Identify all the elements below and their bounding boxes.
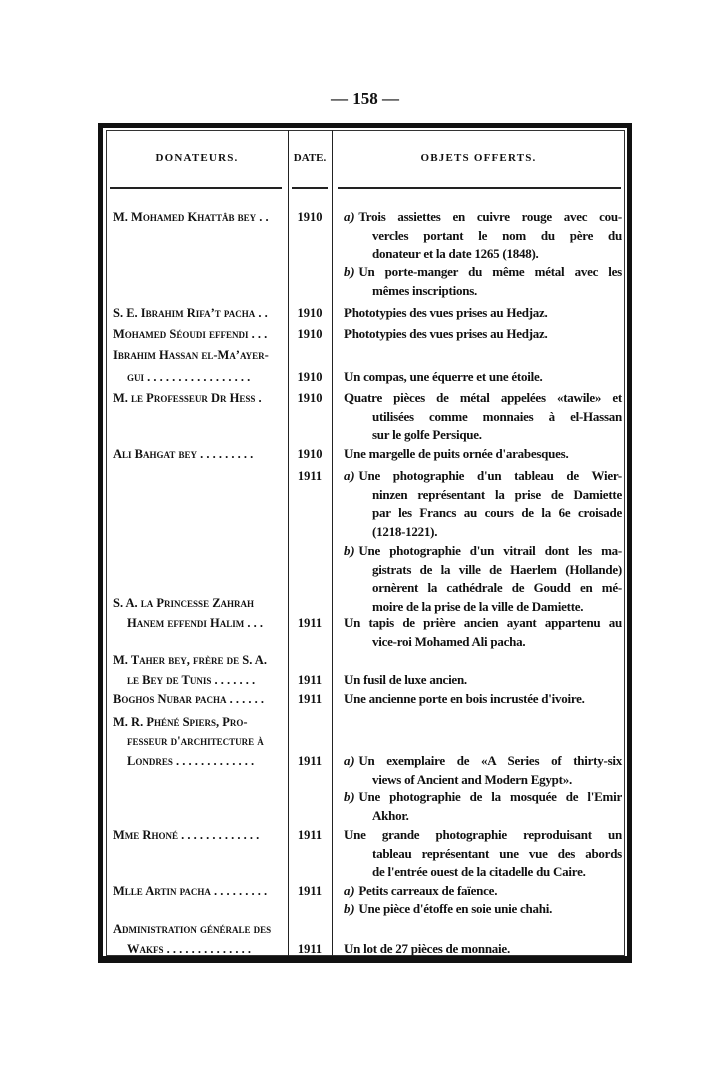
object-text: donateur et la date 1265 (1848). xyxy=(372,246,539,261)
object-text: ornèrent la cathédrale de Goudd en mé- xyxy=(372,580,622,595)
donor-name-line: Wakfs . . . . . . . . . . . . . . xyxy=(127,942,252,956)
item-label: a) xyxy=(344,883,355,898)
date-cell: 1910 xyxy=(297,306,323,320)
date-cell: 1910 xyxy=(297,391,323,405)
object-line xyxy=(344,445,622,464)
object-line xyxy=(344,671,622,690)
object-line xyxy=(344,208,622,227)
object-line xyxy=(344,245,622,264)
object-line xyxy=(344,900,622,919)
date-cell: 1910 xyxy=(297,327,323,341)
object-text: sur le golfe Persique. xyxy=(372,427,482,442)
object-line xyxy=(344,807,622,826)
donor-name-line: Ali Bahgat bey . . . . . . . . . xyxy=(113,447,254,461)
object-line xyxy=(344,227,622,246)
object-line xyxy=(344,633,622,652)
object-text: Un lot de 27 pièces de monnaie. xyxy=(344,941,510,956)
object-item xyxy=(344,325,622,344)
object-line xyxy=(344,845,622,864)
date-cell: 1911 xyxy=(297,673,323,687)
object-text: views of Ancient and Modern Egypt». xyxy=(372,771,572,787)
object-line xyxy=(344,940,622,959)
object-item xyxy=(344,690,622,709)
header-objets: OBJETS OFFERTS. xyxy=(420,152,537,164)
object-text: Une pièce d'étoffe en soie unie chahi. xyxy=(358,901,553,916)
object-line xyxy=(344,282,622,301)
page-number: — 158 — xyxy=(331,89,399,108)
donor-name-line: fesseur d'architecture à xyxy=(127,734,264,748)
object-text: Petits carreaux de faïence. xyxy=(358,883,498,898)
item-label: b) xyxy=(344,901,355,916)
donor-name-line: Hanem effendi Halim . . . xyxy=(127,616,263,630)
object-text: vice-roi Mohamed Ali pacha. xyxy=(372,633,526,649)
object-item xyxy=(344,368,622,387)
object-text: mêmes inscriptions. xyxy=(372,282,478,298)
object-line xyxy=(344,614,622,633)
object-line xyxy=(344,325,622,344)
object-line xyxy=(344,561,622,580)
object-text: gistrats de la ville de Haerlem (Hollande) xyxy=(372,561,622,577)
item-label: a) xyxy=(344,753,355,768)
object-item xyxy=(344,788,622,825)
header-rule xyxy=(292,187,328,189)
object-line xyxy=(344,523,622,542)
date-cell: 1911 xyxy=(297,469,323,483)
header-donateurs: DONATEURS. xyxy=(155,152,239,164)
donor-name-line: Mohamed Séoudi effendi . . . xyxy=(113,327,268,341)
object-item xyxy=(344,671,622,690)
object-text: par les Francs au cours de la 6e croisade xyxy=(372,505,622,520)
item-label: b) xyxy=(344,264,355,279)
object-item xyxy=(344,263,622,300)
donor-name-line: Mme Rhoné . . . . . . . . . . . . . xyxy=(113,828,260,842)
object-line xyxy=(344,752,622,771)
item-label: b) xyxy=(344,543,355,558)
object-line xyxy=(344,771,622,790)
object-text: Une photographie d'un tableau de Wier- xyxy=(358,468,622,483)
object-item xyxy=(344,389,622,445)
object-item xyxy=(344,208,622,264)
object-text: vercles portant le nom du père du xyxy=(372,227,622,243)
donor-name-line: M. le Professeur Dr Hess . xyxy=(113,391,262,405)
header-date: DATE. xyxy=(293,152,327,164)
column-divider xyxy=(332,130,333,956)
object-text: tableau représentant une vue des abords xyxy=(372,845,622,861)
date-cell: 1911 xyxy=(297,754,323,768)
object-text: Un exemplaire de «A Series of thirty-six xyxy=(358,753,622,768)
object-line xyxy=(344,788,622,807)
object-line xyxy=(344,263,622,282)
object-item xyxy=(344,445,622,464)
donor-name-line: M. Mohamed Khattâb bey . . xyxy=(113,210,269,224)
item-label: a) xyxy=(344,209,355,224)
header-rule xyxy=(338,187,621,189)
object-item xyxy=(344,826,622,882)
object-line xyxy=(344,863,622,882)
object-line xyxy=(344,542,622,561)
object-item xyxy=(344,752,622,789)
object-line xyxy=(344,826,622,845)
object-line xyxy=(344,368,622,387)
object-text: utilisées comme monnaies à el-Hassan xyxy=(372,408,622,424)
donor-name-line: Ibrahim Hassan el-Ma’ayer- xyxy=(113,348,269,362)
object-text: ninzen représentant la prise de Damiette xyxy=(372,486,622,502)
donor-name-line: M. Taher bey, frère de S. A. xyxy=(113,653,267,667)
object-item xyxy=(344,542,622,616)
object-text: Une photographie d'un vitrail dont les ma- xyxy=(358,543,622,558)
object-text: Un fusil de luxe ancien. xyxy=(344,672,467,687)
object-item xyxy=(344,614,622,651)
object-text: Akhor. xyxy=(372,807,409,823)
donor-name-line: Mlle Artin pacha . . . . . . . . . xyxy=(113,884,268,898)
object-item xyxy=(344,882,622,901)
object-text: Quatre pièces de métal appelées «tawile» et xyxy=(344,390,622,405)
object-line xyxy=(344,389,622,408)
object-item xyxy=(344,467,622,541)
date-cell: 1910 xyxy=(297,447,323,461)
object-text: Un compas, une équerre et une étoile. xyxy=(344,369,543,384)
donor-name-line: le Bey de Tunis . . . . . . . xyxy=(127,673,256,687)
item-label: b) xyxy=(344,789,355,804)
object-line xyxy=(344,882,622,901)
date-cell: 1910 xyxy=(297,210,323,224)
object-text: moire de la prise de la ville de Damiette. xyxy=(372,598,584,614)
object-text: (1218-1221). xyxy=(372,523,438,539)
object-item xyxy=(344,900,622,919)
donor-name-line: Boghos Nubar pacha . . . . . . xyxy=(113,692,264,706)
object-line xyxy=(344,304,622,323)
object-item xyxy=(344,304,622,323)
object-text: Une grande photographie reproduisant un xyxy=(344,827,622,842)
object-text: Trois assiettes en cuivre rouge avec cou- xyxy=(358,209,622,224)
object-line xyxy=(344,408,622,427)
date-cell: 1911 xyxy=(297,616,323,630)
item-label: a) xyxy=(344,468,355,483)
object-text: Une margelle de puits ornée d'arabesques. xyxy=(344,446,569,461)
object-text: Une photographie de la mosquée de l'Emir xyxy=(358,789,622,804)
object-line xyxy=(344,426,622,445)
object-text: Un porte-manger du même métal avec les xyxy=(358,264,622,279)
object-line xyxy=(344,467,622,486)
date-cell: 1911 xyxy=(297,942,323,956)
object-text: de l'entrée ouest de la citadelle du Caire. xyxy=(372,864,586,879)
donor-name-line: S. A. la Princesse Zahrah xyxy=(113,596,255,610)
object-line xyxy=(344,690,622,709)
date-cell: 1911 xyxy=(297,828,323,842)
object-line xyxy=(344,486,622,505)
date-cell: 1911 xyxy=(297,692,323,706)
object-line xyxy=(344,504,622,523)
donor-name-line: S. E. Ibrahim Rifa’t pacha . . xyxy=(113,306,268,320)
object-line xyxy=(344,579,622,598)
date-cell: 1911 xyxy=(297,884,323,898)
donor-name-line: Administration générale des xyxy=(113,922,272,936)
donor-name-line: M. R. Phéné Spiers, Pro- xyxy=(113,715,248,729)
date-cell: 1910 xyxy=(297,370,323,384)
header-rule xyxy=(110,187,282,189)
object-text: Phototypies des vues prises au Hedjaz. xyxy=(344,326,548,341)
donor-name-line: gui . . . . . . . . . . . . . . . . . xyxy=(127,370,251,384)
object-text: Une ancienne porte en bois incrustée d'ivoire. xyxy=(344,691,585,706)
object-item xyxy=(344,940,622,959)
object-text: Phototypies des vues prises au Hedjaz. xyxy=(344,305,548,320)
donor-name-line: Londres . . . . . . . . . . . . . xyxy=(127,754,255,768)
object-text: Un tapis de prière ancien ayant appartenu au xyxy=(344,615,622,630)
